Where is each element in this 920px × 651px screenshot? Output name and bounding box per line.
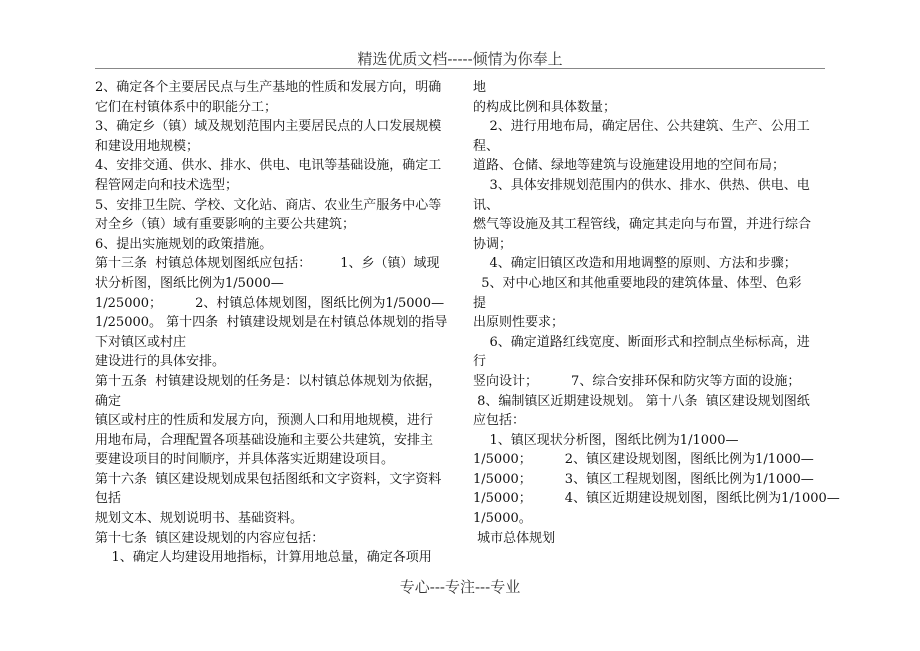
text-line: 用地布局，合理配置各项基础设施和主要公共建筑，安排主 <box>95 432 434 448</box>
header-divider <box>95 68 825 69</box>
text-line: 1/5000。 <box>473 511 532 527</box>
text-line: 1、确定人均建设用地指标，计算用地总量，确定各项用 <box>95 550 432 566</box>
text-line: 1/5000； 3、镇区工程规划图，图纸比例为1/1000— <box>473 471 814 487</box>
text-line: 3、确定乡（镇）域及规划范围内主要居民点的人口发展规模 <box>95 119 442 135</box>
text-line: 建设进行的具体安排。 <box>95 354 226 370</box>
text-line: 4、确定旧镇区改造和用地调整的原则、方法和步骤； <box>473 256 797 272</box>
text-line: 下对镇区或村庄 <box>95 334 187 350</box>
text-line: 地 <box>473 80 487 95</box>
text-line: 确定 <box>95 393 122 409</box>
text-line: 1/5000； 2、镇区建设规划图，图纸比例为1/1000— <box>473 452 814 468</box>
text-line: 4、安排交通、供水、排水、供电、电讯等基础设施，确定工 <box>95 158 442 174</box>
text-line: 对全乡（镇）域有重要影响的主要公共建筑； <box>95 217 356 233</box>
text-line: 应包括： <box>473 413 526 429</box>
text-line: 1/25000； 2、村镇总体规划图，图纸比例为1/5000— <box>95 295 445 311</box>
text-line: 程、 <box>473 138 500 154</box>
text-line: 2、进行用地布局，确定居住、公共建筑、生产、公用工 <box>473 119 810 135</box>
text-line: 程管网走向和技术选型； <box>95 177 239 193</box>
text-line: 状分析图，图纸比例为1/5000— <box>95 275 284 291</box>
text-line: 协调； <box>473 236 513 252</box>
text-line: 第十三条 村镇总体规划图纸应包括： 1、乡（镇）域现 <box>95 256 440 272</box>
text-line: 第十五条 村镇建设规划的任务是：以村镇总体规划为依据， <box>95 373 442 389</box>
page-header: 精选优质文档-----倾情为你奉上 <box>357 50 563 68</box>
text-line: 包括 <box>95 491 122 507</box>
text-line: 行 <box>473 354 487 370</box>
text-line: 第十六条 镇区建设规划成果包括图纸和文字资料，文字资料 <box>95 471 442 487</box>
text-line: 6、确定道路红线宽度、断面形式和控制点坐标标高，进 <box>473 334 810 350</box>
right-text-column <box>473 78 840 548</box>
page-footer: 专心---专注---专业 <box>399 578 521 596</box>
text-line: 2、确定各个主要居民点与生产基地的性质和发展方向，明确 <box>95 80 442 95</box>
text-line: 燃气等设施及其工程管线，确定其走向与布置，并进行综合 <box>473 217 812 233</box>
text-line: 5、对中心地区和其他重要地段的建筑体量、体型、色彩 <box>473 275 802 291</box>
text-line: 6、提出实施规划的政策措施。 <box>95 236 273 252</box>
text-line: 1、镇区现状分析图，图纸比例为1/1000— <box>473 432 739 448</box>
text-line: 城市总体规划 <box>473 530 556 546</box>
text-line: 8、编制镇区近期建设规划。 第十八条 镇区建设规划图纸 <box>473 393 810 409</box>
left-text-column <box>95 78 447 568</box>
text-line: 讯、 <box>473 197 500 213</box>
text-line: 要建设项目的时间顺序，并具体落实近期建设项目。 <box>95 452 395 468</box>
text-line: 1/25000。 第十四条 村镇建设规划是在村镇总体规划的指导 <box>95 315 448 331</box>
text-line: 镇区或村庄的性质和发展方向，预测人口和用地规模，进行 <box>95 413 434 429</box>
text-line: 提 <box>473 295 487 311</box>
text-line: 3、具体安排规划范围内的供水、排水、供热、供电、电 <box>473 177 810 193</box>
text-line: 道路、仓储、绿地等建筑与设施建设用地的空间布局； <box>473 158 786 174</box>
text-line: 出原则性要求； <box>473 315 565 331</box>
text-line: 竖向设计； 7、综合安排环保和防灾等方面的设施； <box>473 373 801 389</box>
text-line: 1/5000； 4、镇区近期建设规划图，图纸比例为1/1000— <box>473 491 840 507</box>
text-line: 规划文本、规划说明书、基础资料。 <box>95 511 304 527</box>
text-line: 它们在村镇体系中的职能分工； <box>95 99 278 115</box>
text-line: 的构成比例和具体数量； <box>473 99 617 115</box>
text-line: 第十七条 镇区建设规划的内容应包括： <box>95 530 325 546</box>
text-line: 5、安排卫生院、学校、文化站、商店、农业生产服务中心等 <box>95 197 442 213</box>
text-line: 和建设用地规模； <box>95 138 200 154</box>
